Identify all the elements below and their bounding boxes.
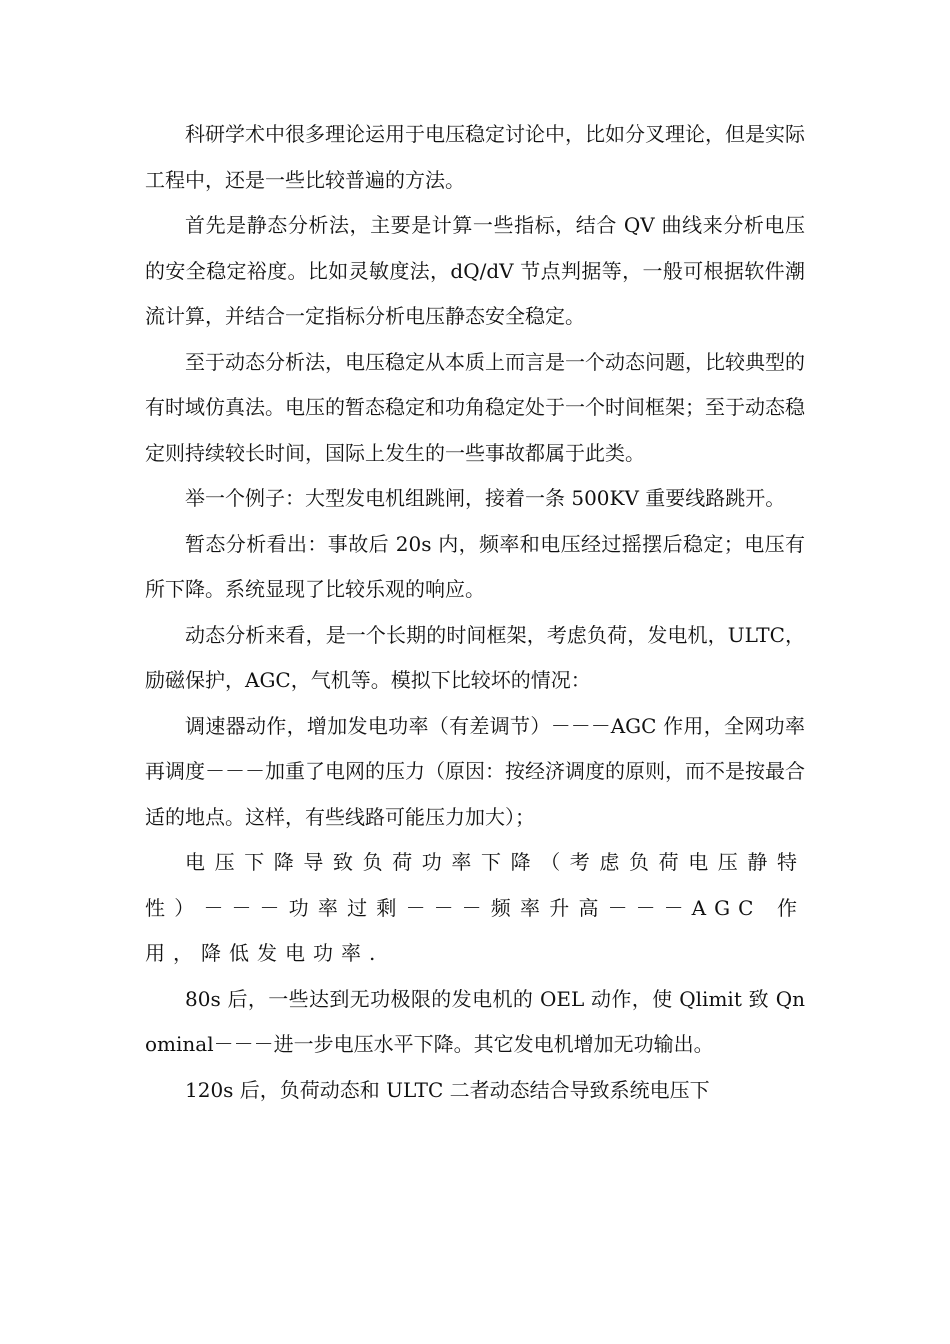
paragraph-4: 举一个例子：大型发电机组跳闸，接着一条 500KV 重要线路跳开。 [185,486,786,510]
document-body [145,112,805,1113]
paragraph-5: 暂态分析看出：事故后 20s 内，频率和电压经过摇摆后稳定；电压有所下降。系统显现了比较乐观的响应。 [145,531,805,601]
paragraph-7: 调速器动作，增加发电功率（有差调节）－－－AGC 作用，全网功率再调度－－－加重了电网的压力（原因：按经济调度的原则，而不是按最合适的地点。这样，有些线路可能压力加大）； [145,713,805,829]
paragraph-1: 科研学术中很多理论运用于电压稳定讨论中，比如分叉理论，但是实际工程中，还是一些比较普遍的方法。 [145,122,805,192]
paragraph-2: 首先是静态分析法，主要是计算一些指标，结合 QV 曲线来分析电压的安全稳定裕度。比如灵敏度法，dQ/dV 节点判据等，一般可根据软件潮流计算，并结合一定指标分析电压静态安全稳定。 [145,213,805,328]
paragraph-3: 至于动态分析法，电压稳定从本质上而言是一个动态问题，比较典型的有时域仿真法。电压的暂态稳定和功角稳定处于一个时间框架；至于动态稳定则持续较长时间，国际上发生的一些事故都属于此类。 [145,349,805,465]
paragraph-6: 动态分析来看，是一个长期的时间框架，考虑负荷，发电机，ULTC，励磁保护，AGC，气机等。模拟下比较坏的情况： [145,622,805,692]
paragraph-9: 80s 后，一些达到无功极限的发电机的 OEL 动作，使 Qlimit 致 Qnominal－－－进一步电压水平下降。其它发电机增加无功输出。 [145,986,805,1056]
paragraph-8: 电压下降导致负荷功率下降（考虑负荷电压静特性）－－－功率过剩－－－频率升高－－－AGC 作用，降低发电功率. [145,850,805,965]
paragraph-10: 120s 后，负荷动态和 ULTC 二者动态结合导致系统电压下 [185,1077,710,1102]
